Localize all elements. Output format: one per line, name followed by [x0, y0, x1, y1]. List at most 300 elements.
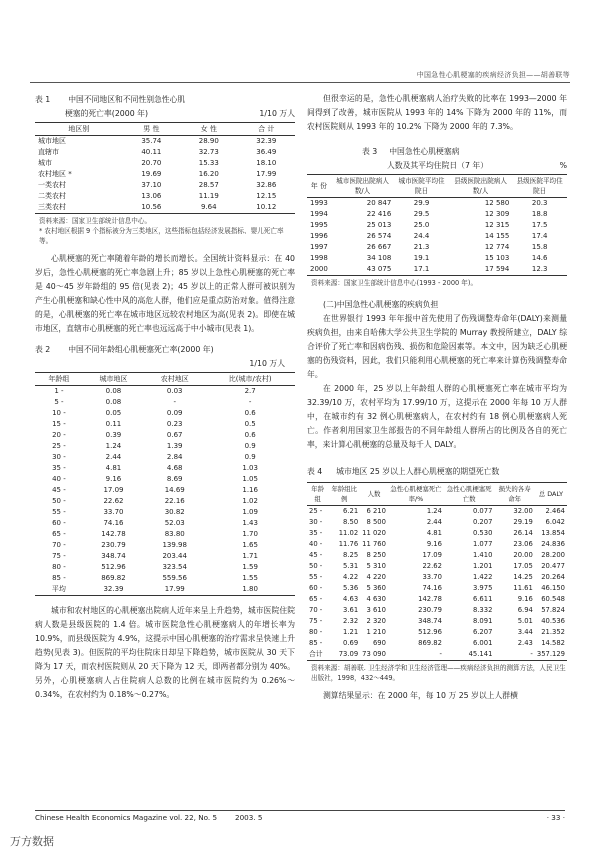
table-row: [35, 496, 295, 507]
table-row: [307, 506, 567, 518]
table-cell: 4.81: [426, 529, 442, 537]
table-cell: 2.44: [105, 453, 122, 461]
table-cell: 12.3: [531, 265, 548, 273]
table-cell: 13.06: [141, 192, 162, 200]
table-cell: 32.73: [198, 148, 219, 156]
table4-header-cell: 急性心肌梗塞死亡数: [444, 483, 494, 506]
table3: [307, 174, 567, 276]
table1-header-cell: 地区别: [35, 123, 123, 136]
table-cell: 32.00: [513, 507, 533, 515]
table-cell: 4.22: [343, 573, 359, 581]
table-row: [307, 583, 567, 594]
table-row: [35, 147, 295, 158]
table-cell: 512.96: [418, 628, 442, 636]
table-cell: 4.68: [166, 464, 183, 472]
table-cell: 32.39: [256, 137, 277, 145]
paragraph-4: 在世界银行 1993 年年报中首先使用了伤残调整寿命年(DALY)来测量疾病负担，由来自哈佛大学公共卫生学院的 Murray 教授所建立，DALY 综合评价了死亡率和因病伤残、损伤和危险因素等。本文中，因为缺乏心肌梗塞的伤残资料，因此，我们只能利用心肌梗塞的死亡率来计算伤残调整寿命年。: [307, 314, 567, 379]
table1-caption-line2: [35, 108, 295, 120]
table-cell: 35.74: [141, 137, 162, 145]
table-row: [35, 441, 295, 452]
table-row: [35, 551, 295, 562]
table-cell: 1.24: [426, 507, 442, 515]
table-cell: 0.077: [472, 507, 493, 515]
table-row: [35, 430, 295, 441]
table-row: [307, 561, 567, 572]
table-cell: 0.9: [244, 442, 256, 450]
table-cell: 33.70: [422, 573, 442, 581]
table-cell: 33.70: [103, 508, 124, 516]
table3-note: 资料来源：国家卫生部统计信息中心(1993 - 2000 年)。: [311, 279, 478, 287]
table-cell: 11.02: [338, 529, 359, 537]
table-cell: 12 774: [484, 243, 510, 251]
table-cell: 13.854: [541, 529, 565, 537]
table-cell: 22.16: [164, 497, 185, 505]
table-cell: 52.03: [164, 519, 185, 527]
table-cell: 6.207: [472, 628, 493, 636]
table-cell: 75 -: [309, 617, 323, 625]
footer-page-number: · 33 ·: [546, 813, 565, 822]
table-cell: 20.3: [531, 199, 548, 207]
paragraph-2: 城市和农村地区的心肌梗塞出院病人近年来呈上升趋势，城市医院住院病人数是县级医院的 1.4 倍。城市医院急性心肌梗塞病人的年增长率为 10.9%，而县级医院为 4.9%，这提示中国心肌梗塞的治疗需求呈快速上升趋势(见表 3)。但医院的平均住院床日却呈下降趋势，城市医院从 30 天下降为 17 天，而农村医院则从 20 天下降为 12 天，即两者都分别为 40%。另外，心肌梗塞病人占住院病人总数的比例在城市医院约为 0.26%～0.34%，在农村约为 0.18%～0.27%。: [35, 606, 295, 699]
table-cell: 26 574: [366, 232, 392, 240]
table-cell: 80 -: [52, 563, 66, 571]
table3-number: 表 3: [362, 147, 378, 156]
table-cell: 50 -: [52, 497, 66, 505]
table-cell: 1 -: [54, 387, 64, 395]
table3-title-line1: 中国急性心肌梗塞病: [389, 147, 460, 156]
table-cell: 11 020: [362, 529, 386, 537]
table-cell: 10.12: [256, 203, 277, 211]
table-cell: 6.001: [472, 639, 493, 647]
table-cell: 3.44: [517, 628, 533, 636]
table2-body: [35, 386, 295, 596]
table-cell: 1995: [310, 221, 328, 229]
table1: [35, 122, 295, 214]
table4-header-row: [307, 483, 567, 506]
table-cell: 6 210: [366, 507, 386, 515]
table-cell: 37.10: [141, 181, 162, 189]
table-cell: 5.36: [343, 584, 359, 592]
table4-header-cell: 损失的各寿命年: [494, 483, 534, 506]
table-cell: 1.55: [242, 574, 258, 582]
table-row: [35, 191, 295, 202]
table-row: [35, 463, 295, 474]
table-cell: 1997: [310, 243, 328, 251]
table1-header-cell: 合 计: [238, 123, 295, 136]
table-cell: 24.836: [541, 540, 565, 548]
table-cell: 73.09: [338, 650, 359, 658]
table-cell: 74.16: [422, 584, 442, 592]
table-cell: 30 -: [309, 518, 323, 526]
right-column: [307, 92, 567, 703]
table-cell: 2.84: [166, 453, 183, 461]
table-cell: 17.1: [413, 265, 430, 273]
table-row: [307, 220, 567, 231]
table-row: [35, 529, 295, 540]
table3-unit: %: [559, 161, 567, 170]
table-cell: 9.64: [201, 203, 217, 211]
table4-number: 表 4: [307, 467, 323, 476]
table-cell: 农村地区 *: [38, 170, 72, 178]
table-cell: 21.3: [413, 243, 430, 251]
table-cell: 2 320: [366, 617, 386, 625]
table-cell: 74.16: [103, 519, 124, 527]
table-cell: 0.08: [105, 398, 122, 406]
table-cell: 2.464: [545, 507, 565, 515]
table-cell: 10.56: [141, 203, 162, 211]
table-cell: 18.10: [256, 159, 277, 167]
table1-title-line2: 梗塞的死亡率(2000 年): [65, 109, 148, 118]
table-cell: 85 -: [309, 639, 323, 647]
table-row: [307, 231, 567, 242]
table-cell: 24.4: [413, 232, 430, 240]
table-cell: 12 309: [484, 210, 510, 218]
table-cell: 8.332: [472, 606, 493, 614]
table-cell: 20 -: [52, 431, 66, 439]
page-footer: [35, 810, 565, 822]
table-cell: 29.9: [413, 199, 430, 207]
table-cell: 8 250: [366, 551, 386, 559]
table-cell: 2000: [310, 265, 328, 273]
table-cell: 3.975: [472, 584, 493, 592]
table1-note-star: * 农村地区根据 9 个指标被分为三类地区，这些指标包括经济发展指标、婴儿死亡率等。: [39, 227, 284, 245]
table-cell: 348.74: [418, 617, 442, 625]
table-cell: 0.6: [244, 409, 256, 417]
table-cell: 1.71: [242, 552, 258, 560]
table-cell: 12 580: [484, 199, 510, 207]
table-cell: 29.5: [413, 210, 430, 218]
table3-header-year: 年 份: [307, 175, 331, 198]
table-cell: 35 -: [309, 529, 323, 537]
table-cell: 203.44: [162, 552, 187, 560]
table-cell: 2.44: [426, 518, 442, 526]
table-cell: 10 -: [52, 409, 66, 417]
table-cell: 70 -: [309, 606, 323, 614]
table-cell: 70 -: [52, 541, 66, 549]
table-cell: 城市地区: [38, 137, 66, 145]
table-row: [35, 485, 295, 496]
table-row: [35, 136, 295, 148]
table-cell: 869.82: [101, 574, 126, 582]
table-cell: 869.82: [418, 639, 442, 647]
table4-header-cell: 人数: [360, 483, 388, 506]
table-cell: 0.207: [472, 518, 493, 526]
table-cell: 三类农村: [38, 203, 66, 211]
table-cell: 14.582: [541, 639, 565, 647]
table-cell: 25 -: [52, 442, 66, 450]
table-cell: 36.49: [256, 148, 277, 156]
table-cell: 0.39: [105, 431, 122, 439]
table-cell: 1.410: [472, 551, 493, 559]
table3-title-line2: 人数及其平均住院日（7 年）: [387, 161, 489, 170]
table-cell: 40 -: [309, 540, 323, 548]
table-cell: 40.11: [141, 148, 162, 156]
table-cell: 14.69: [164, 486, 185, 494]
table2-number: 表 2: [35, 345, 51, 354]
table-cell: 1.21: [343, 628, 359, 636]
table-row: [35, 180, 295, 191]
table-cell: 32.86: [256, 181, 277, 189]
table-cell: 22 416: [366, 210, 392, 218]
table-row: [35, 452, 295, 463]
table-cell: 0.9: [244, 453, 256, 461]
table2-unit: 1/10 万人: [249, 359, 285, 368]
table-row: [307, 198, 567, 210]
table4-note: 资料来源：胡善联. 卫生经济学和卫生经济管理——疾病经济负担的测算方法，人民卫生出版社，1998，432～449。: [311, 664, 566, 682]
table-cell: 30.82: [164, 508, 185, 516]
table4-header-cell: 急性心肌梗塞死亡率/%: [388, 483, 444, 506]
table3-header-cell: 城市医院出院病人数/人: [331, 175, 394, 198]
table-cell: 一类农村: [38, 181, 66, 189]
footer-year: 2003. 5: [235, 813, 263, 822]
table-cell: 0.67: [166, 431, 183, 439]
table2-header-cell: 城市地区: [83, 373, 144, 386]
table-cell: 18.8: [531, 210, 548, 218]
table-cell: 17.09: [103, 486, 124, 494]
table-cell: 1.80: [242, 585, 258, 593]
table-cell: 1.70: [242, 530, 258, 538]
table-cell: 20.264: [541, 573, 565, 581]
table-cell: 5 -: [54, 398, 64, 406]
table-row: [307, 209, 567, 220]
table2-title: 中国不同年龄组心肌梗塞死亡率(2000 年): [68, 345, 214, 354]
table1-caption: [35, 94, 295, 106]
table-cell: 0.69: [343, 639, 359, 647]
table-cell: 60 -: [309, 584, 323, 592]
table-cell: 1.09: [242, 508, 258, 516]
table-cell: 6.21: [343, 507, 359, 515]
table-cell: 5.31: [343, 562, 359, 570]
table-cell: 17.09: [422, 551, 442, 559]
table-cell: 8.091: [472, 617, 493, 625]
table-cell: 83.80: [164, 530, 185, 538]
table3-caption-line2: [307, 160, 567, 172]
table-row: [307, 528, 567, 539]
table1-body: [35, 136, 295, 214]
table-cell: 25 013: [366, 221, 392, 229]
table-cell: 26.14: [513, 529, 533, 537]
table-cell: 17.5: [531, 221, 548, 229]
table4-caption: [307, 466, 567, 478]
header-rule: [30, 82, 570, 83]
table-cell: 1 210: [366, 628, 386, 636]
table-cell: 20 847: [366, 199, 392, 207]
table-cell: 8 500: [366, 518, 386, 526]
table-cell: 直辖市: [38, 148, 59, 156]
table3-header-row: [307, 175, 567, 198]
table3-header-cell: 县级医院平均住院日: [512, 175, 567, 198]
table-row: [307, 649, 567, 661]
table4-header-cell: 总 DALY: [535, 483, 567, 506]
table-cell: 65 -: [52, 530, 66, 538]
table-cell: 22.62: [103, 497, 124, 505]
left-column: [35, 92, 295, 702]
table-cell: 11.19: [198, 192, 219, 200]
table2: [35, 372, 295, 596]
table-row: [307, 242, 567, 253]
table-row: [35, 474, 295, 485]
table-cell: 15 -: [52, 420, 66, 428]
table-cell: 4 220: [366, 573, 386, 581]
table-cell: 1.39: [166, 442, 183, 450]
table-cell: 0.09: [166, 409, 183, 417]
table-cell: 40.536: [541, 617, 565, 625]
table2-caption: [35, 344, 295, 356]
table-cell: 559.56: [162, 574, 187, 582]
table-cell: 9.16: [105, 475, 122, 483]
table-cell: 1996: [310, 232, 328, 240]
table-cell: 6.042: [545, 518, 565, 526]
table-row: [307, 264, 567, 276]
table1-header-row: [35, 123, 295, 136]
table-cell: 75 -: [52, 552, 66, 560]
table-cell: 8.69: [166, 475, 183, 483]
table-cell: 32.39: [103, 585, 124, 593]
table-cell: 11.76: [338, 540, 359, 548]
table3-body: [307, 198, 567, 276]
table-cell: 73 090: [362, 650, 386, 658]
table-cell: 1.03: [242, 464, 258, 472]
table-cell: 80 -: [309, 628, 323, 636]
table-cell: 1.24: [105, 442, 122, 450]
table2-header-cell: 农村地区: [144, 373, 205, 386]
table-cell: 357.129: [536, 650, 565, 658]
table-cell: 3 610: [366, 606, 386, 614]
table-row: [35, 158, 295, 169]
table-cell: 15.8: [531, 243, 548, 251]
table-cell: 0.6: [244, 431, 256, 439]
table-cell: 12 315: [484, 221, 510, 229]
paragraph-3: 但很幸运的是，急性心肌梗塞病人治疗失败的比率在 1993—2000 年间得到了改善，城市医院从 1993 年的 14% 下降为 2000 年的 11%，而农村医院则从 1993 年的 10.2% 下降为 2000 年的 7.3%。: [307, 94, 567, 131]
table-cell: 50 -: [309, 562, 323, 570]
table-row: [35, 397, 295, 408]
table-cell: 25 -: [309, 507, 323, 515]
table-cell: 17.99: [164, 585, 185, 593]
table2-header-row: [35, 373, 295, 386]
paragraph-6: 测算结果显示：在 2000 年，每 10 万 25 岁以上人群横: [323, 691, 518, 700]
table-cell: 合计: [309, 650, 323, 658]
table-cell: 230.79: [101, 541, 126, 549]
table4-header-cell: 年龄组: [307, 483, 328, 506]
table-cell: 1.65: [242, 541, 258, 549]
table2-header-cell: 年龄组: [35, 373, 83, 386]
table-cell: -: [530, 650, 533, 658]
table-cell: 512.96: [101, 563, 126, 571]
table-cell: 45.141: [468, 650, 493, 658]
table1-title-line1: 中国不同地区和不同性别急性心肌: [68, 95, 186, 104]
table-cell: 平均: [51, 585, 66, 593]
table-cell: 21.352: [541, 628, 565, 636]
table-row: [307, 539, 567, 550]
table-cell: 15.33: [198, 159, 219, 167]
table2-header-cell: 比(城市/农村): [205, 373, 295, 386]
table-cell: 45 -: [52, 486, 66, 494]
table-cell: 8.50: [343, 518, 359, 526]
table-cell: 0.530: [472, 529, 493, 537]
table-cell: 19.69: [141, 170, 162, 178]
table-row: [307, 253, 567, 264]
table-cell: 60 -: [52, 519, 66, 527]
table-cell: 690: [372, 639, 386, 647]
table-cell: 1.16: [242, 486, 258, 494]
table-cell: 34 108: [366, 254, 392, 262]
table4-body: [307, 506, 567, 661]
table-cell: 9.16: [426, 540, 442, 548]
table4: [307, 482, 567, 661]
table-cell: 57.824: [541, 606, 565, 614]
table-cell: 26 667: [366, 243, 392, 251]
table3-caption: [307, 146, 567, 158]
table-row: [307, 550, 567, 561]
table-cell: 4.81: [105, 464, 122, 472]
table-cell: 6.611: [472, 595, 493, 603]
table-row: [307, 638, 567, 649]
table1-note-source: 资料来源：国家卫生部统计信息中心。: [39, 217, 152, 225]
table-cell: 城市: [38, 159, 52, 167]
table-cell: 14.25: [513, 573, 533, 581]
table-cell: -: [248, 398, 252, 406]
table-cell: 2.43: [517, 639, 533, 647]
table-cell: 11.61: [513, 584, 533, 592]
table-cell: 14 155: [484, 232, 510, 240]
table-cell: 23.06: [513, 540, 533, 548]
table-cell: -: [173, 398, 176, 406]
footer-journal: Chinese Health Economics Magazine vol. 22, No. 5: [35, 813, 218, 822]
table-cell: 15 103: [484, 254, 510, 262]
table-cell: 5.01: [517, 617, 533, 625]
table-cell: 0.23: [166, 420, 183, 428]
table-cell: 4 630: [366, 595, 386, 603]
table-cell: 60.548: [541, 595, 565, 603]
table-cell: 85 -: [52, 574, 66, 582]
table-cell: 20.70: [141, 159, 162, 167]
table3-header-cell: 县级医院出院病人数/人: [449, 175, 512, 198]
table-cell: 25.0: [413, 221, 430, 229]
table-cell: 45 -: [309, 551, 323, 559]
table-cell: 4.63: [343, 595, 359, 603]
table-cell: 323.54: [162, 563, 187, 571]
table-row: [35, 573, 295, 584]
table-cell: 2.32: [343, 617, 359, 625]
paragraph-5: 在 2000 年，25 岁以上年龄组人群的心肌梗塞死亡率在城市平均为 32.39/10 万，农村平均为 17.99/10 万，这提示在 2000 年每 10 万人群中，在城市约有 32 例心肌梗塞病人，在农村约有 18 例心肌梗塞病人死亡。作者利用国家卫生部报告的不同年龄组人群所占的比例及各自的死亡率，来计算心肌梗塞的总量及每千人 DALY。: [307, 384, 567, 449]
table1-unit: 1/10 万人: [259, 109, 295, 118]
table-row: [35, 169, 295, 180]
table-row: [35, 408, 295, 419]
table-cell: 6.94: [517, 606, 533, 614]
table-cell: 1.077: [472, 540, 493, 548]
table-cell: 0.5: [244, 420, 256, 428]
table-row: [307, 616, 567, 627]
table-row: [307, 605, 567, 616]
table-row: [307, 572, 567, 583]
table-row: [307, 627, 567, 638]
table-cell: 17 594: [484, 265, 510, 273]
table-row: [35, 518, 295, 529]
table-cell: 0.11: [105, 420, 122, 428]
table-cell: 35 -: [52, 464, 66, 472]
table-cell: 22.62: [422, 562, 442, 570]
table-cell: 28.90: [198, 137, 219, 145]
table-cell: 0.05: [105, 409, 122, 417]
table-cell: 46.150: [541, 584, 565, 592]
table-cell: 1.43: [242, 519, 258, 527]
table-cell: 5 360: [366, 584, 386, 592]
running-header: 中国急性心肌梗塞的疾病经济负担——胡善联等: [416, 71, 570, 79]
table-row: [35, 386, 295, 398]
table-cell: 3.61: [343, 606, 359, 614]
table-cell: 17.99: [256, 170, 277, 178]
table-cell: 230.79: [418, 606, 442, 614]
